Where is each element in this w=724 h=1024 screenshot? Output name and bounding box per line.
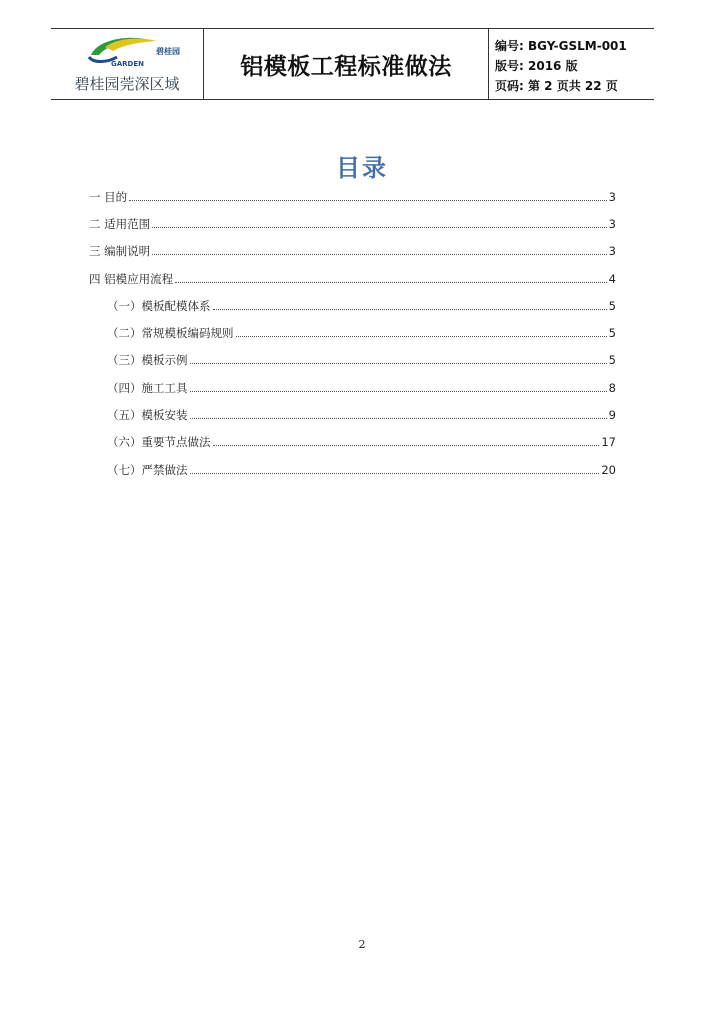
toc-entry-label: 一 目的	[89, 189, 128, 204]
toc-heading: 目录	[336, 154, 388, 182]
toc-entry-label: 二 适用范围	[89, 216, 151, 231]
toc-entry-page: 3	[608, 216, 616, 231]
meta-code-label: 编号:	[495, 39, 524, 53]
document-title: 铝模板工程标准做法	[240, 53, 452, 80]
footer-page-number: 2	[358, 938, 366, 951]
meta-page-label: 页码:	[495, 79, 524, 93]
toc-dot-leader	[213, 308, 607, 310]
toc-entry-page: 20	[601, 462, 616, 477]
meta-code-value: BGY-GSLM-001	[528, 39, 627, 53]
toc-dot-leader	[175, 281, 607, 283]
toc-entry[interactable]	[89, 401, 616, 428]
toc-entry-page: 9	[608, 408, 616, 423]
toc-entry[interactable]	[89, 210, 616, 237]
toc-entry-page: 3	[608, 189, 616, 204]
logo-cell	[51, 29, 204, 99]
toc-entry[interactable]	[89, 319, 616, 346]
toc-dot-leader	[152, 226, 607, 228]
meta-page-row	[495, 76, 654, 96]
toc-entry[interactable]	[89, 292, 616, 319]
toc-entry-page: 4	[608, 271, 616, 286]
title-cell	[204, 29, 489, 99]
toc-entry-page: 5	[608, 326, 616, 341]
document-header	[51, 28, 654, 100]
toc-entry-label: （四）施工工具	[107, 380, 188, 395]
toc-entry-page: 5	[608, 353, 616, 368]
company-name: 碧桂园莞深区域	[74, 75, 180, 93]
toc-entry-label: （七）严禁做法	[107, 462, 188, 477]
toc-entry-page: 5	[608, 298, 616, 313]
company-logo	[83, 33, 163, 67]
meta-code-row	[495, 36, 654, 56]
toc-dot-leader	[236, 335, 607, 337]
toc-entry-page: 8	[608, 380, 616, 395]
toc-entry-label: 三 编制说明	[89, 244, 151, 259]
toc-dot-leader	[213, 444, 600, 446]
toc-entry-label: （五）模板安装	[107, 408, 188, 423]
toc-entry-label: （三）模板示例	[107, 353, 188, 368]
meta-cell	[489, 29, 654, 99]
meta-version-value: 2016 版	[528, 59, 578, 73]
toc-entry[interactable]	[89, 183, 616, 210]
logo-tag-text: 碧桂园	[156, 47, 180, 56]
toc-dot-leader	[190, 390, 607, 392]
toc-entry[interactable]	[89, 429, 616, 456]
toc-entry[interactable]	[89, 238, 616, 265]
toc-entry-label: （一）模板配模体系	[107, 298, 211, 313]
meta-page-value: 第 2 页共 22 页	[528, 79, 618, 93]
meta-version-row	[495, 56, 654, 76]
table-of-contents	[89, 183, 616, 483]
toc-dot-leader	[129, 199, 607, 201]
toc-dot-leader	[190, 417, 607, 419]
toc-entry-label: （二）常规模板编码规则	[107, 326, 234, 341]
toc-entry-label: （六）重要节点做法	[107, 435, 211, 450]
toc-dot-leader	[190, 472, 600, 474]
toc-entry[interactable]	[89, 456, 616, 483]
toc-entry[interactable]	[89, 374, 616, 401]
meta-version-label: 版号:	[495, 59, 524, 73]
toc-entry-label: 四 铝模应用流程	[89, 271, 174, 286]
toc-entry[interactable]	[89, 347, 616, 374]
toc-entry-page: 17	[601, 435, 616, 450]
toc-dot-leader	[152, 253, 607, 255]
toc-dot-leader	[190, 362, 607, 364]
logo-brand-word: GARDEN	[111, 60, 145, 67]
toc-entry-page: 3	[608, 244, 616, 259]
toc-entry[interactable]	[89, 265, 616, 292]
